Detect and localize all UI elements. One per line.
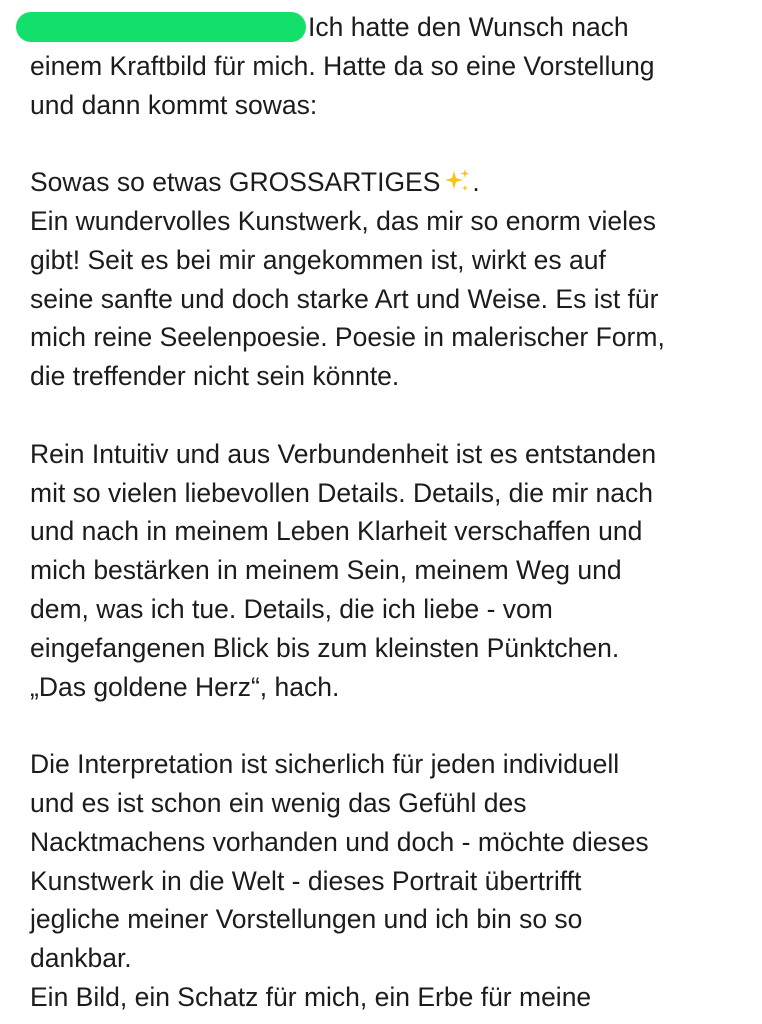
message-line: Ein Bild, ein Schatz für mich, ein Erbe für meine <box>30 981 592 1012</box>
message-line <box>30 8 745 47</box>
message-line: und nach in meinem Leben Klarheit verschaffen und <box>30 516 643 547</box>
message-line: „Das goldene Herz“, hach. <box>30 671 340 702</box>
message-line: und es ist schon ein wenig das Gefühl des <box>30 787 527 818</box>
message-line: mit so vielen liebevollen Details. Details, die mir nach <box>30 477 654 508</box>
message-body <box>30 8 745 1017</box>
message-line: seine sanfte und doch starke Art und Weise. Es ist für <box>30 283 659 314</box>
message-line: Rein Intuitiv und aus Verbundenheit ist es entstanden <box>30 438 657 469</box>
message-line: dem, was ich tue. Details, die ich liebe - vom <box>30 593 553 624</box>
redaction-mark <box>16 12 306 42</box>
message-line: mich reine Seelenpoesie. Poesie in malerischer Form, <box>30 322 665 353</box>
message-line: Ein wundervolles Kunstwerk, das mir so enorm vieles <box>30 205 656 236</box>
message-line: gibt! Seit es bei mir angekommen ist, wirkt es auf <box>30 244 606 275</box>
paragraph-gap <box>30 706 745 745</box>
sparkles-emoji-icon <box>442 166 472 196</box>
message-line: Nacktmachens vorhanden und doch - möchte dieses <box>30 826 649 857</box>
message-line: eingefangenen Blick bis zum kleinsten Pünktchen. <box>30 632 620 663</box>
paragraph-gap <box>30 396 745 435</box>
message-text: . <box>472 167 480 198</box>
message-line: Die Interpretation ist sicherlich für jeden individuell <box>30 749 620 780</box>
message-line: jegliche meiner Vorstellungen und ich bin so so <box>30 904 583 935</box>
message-line: mich bestärken in meinem Sein, meinem Weg und <box>30 555 622 586</box>
message-line: dankbar. <box>30 943 132 974</box>
message-line: einem Kraftbild für mich. Hatte da so eine Vorstellung <box>30 50 655 81</box>
message-line: und dann kommt sowas: <box>30 89 318 120</box>
message-line: die treffender nicht sein könnte. <box>30 361 400 392</box>
message-line <box>30 163 745 202</box>
paragraph-gap <box>30 124 745 163</box>
message-text: Sowas so etwas GROSSARTIGES <box>30 167 441 198</box>
message-line: Kunstwerk in die Welt - dieses Portrait übertrifft <box>30 865 582 896</box>
message-text: Ich hatte den Wunsch nach <box>308 12 629 42</box>
